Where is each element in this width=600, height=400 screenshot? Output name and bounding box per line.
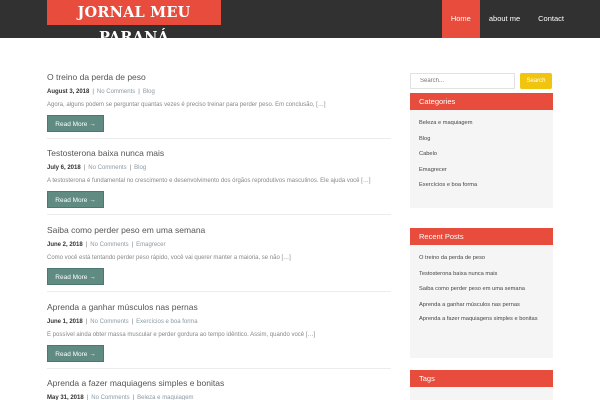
read-more-button[interactable]: Read More →	[47, 268, 104, 285]
post-comments-link[interactable]: No Comments	[90, 242, 129, 248]
post-title[interactable]: Aprenda a ganhar músculos nas pernas	[47, 302, 198, 312]
read-more-button[interactable]: Read More →	[47, 115, 104, 132]
post-category-link[interactable]: Beleza e maquiagem	[137, 395, 194, 400]
tags-widget	[410, 370, 553, 400]
post-excerpt: A testosterona é fundamental no crescimento e desenvolvimento dos órgãos reprodutivos masculinos. Ele ajuda você […]	[47, 178, 371, 184]
post-item	[47, 377, 391, 400]
site-logo[interactable]: JORNAL MEU PARANÁ	[47, 0, 221, 25]
site-header	[0, 0, 600, 46]
categories-widget	[410, 93, 553, 208]
meta-separator: |	[131, 319, 134, 325]
post-comments-link[interactable]: No Comments	[90, 319, 129, 325]
meta-separator: |	[138, 89, 140, 95]
read-more-button[interactable]: Read More →	[47, 191, 104, 208]
post-category-link[interactable]: Blog	[134, 165, 147, 171]
categories-list	[410, 110, 553, 194]
nav-about-me[interactable]: about me	[488, 14, 521, 23]
post-item	[47, 301, 391, 362]
meta-separator: |	[83, 165, 86, 171]
post-date: August 3, 2018	[47, 89, 90, 95]
recent-posts-list	[410, 245, 553, 333]
post-meta	[47, 394, 391, 400]
main-nav	[442, 0, 573, 38]
post-meta	[47, 241, 391, 249]
meta-separator: |	[86, 395, 89, 400]
nav-contact[interactable]: Contact	[538, 14, 564, 23]
post-meta	[47, 164, 391, 172]
category-link[interactable]: Blog	[419, 135, 431, 142]
post-comments-link[interactable]: No Comments	[88, 165, 127, 171]
post-category-link[interactable]: Emagrecer	[136, 242, 166, 248]
search-button[interactable]: Search	[520, 73, 552, 89]
post-divider	[47, 368, 391, 369]
post-item	[47, 147, 391, 208]
post-divider	[47, 138, 391, 139]
category-link[interactable]: Emagrecer	[419, 166, 447, 173]
post-item	[47, 224, 391, 285]
post-divider	[47, 214, 391, 215]
widget-title: Categories	[410, 93, 553, 110]
category-link[interactable]: Beleza e maquiagem	[419, 120, 473, 126]
meta-separator: |	[85, 319, 88, 325]
read-more-button[interactable]: Read More →	[47, 345, 104, 362]
post-date: May 31, 2018	[47, 395, 84, 400]
post-meta	[47, 318, 391, 326]
post-excerpt: É possível ainda obter massa muscular e perder gordura ao tempo idêntico. Assim, quando você […]	[47, 332, 316, 338]
post-category-link[interactable]: Blog	[142, 89, 155, 95]
post-excerpt: Agora, alguns podem se perguntar quantas vezes é preciso treinar para perder peso. Em conclusão, […]	[47, 102, 326, 108]
meta-separator: |	[132, 395, 135, 400]
recent-post-link[interactable]: Aprenda a fazer maquiagens simples e bonitas	[419, 316, 538, 322]
post-category-link[interactable]: Exercícios e boa forma	[136, 319, 198, 325]
category-link[interactable]: Cabelo	[419, 151, 438, 157]
post-title[interactable]: Saiba como perder peso em uma semana	[47, 225, 206, 235]
category-link[interactable]: Exercícios e boa forma	[419, 182, 478, 188]
recent-post-link[interactable]: Testosterona baixa nunca mais	[419, 270, 498, 277]
search-input[interactable]	[410, 73, 515, 89]
post-comments-link[interactable]: No Comments	[96, 89, 136, 95]
meta-separator: |	[85, 242, 88, 248]
post-divider	[47, 291, 391, 292]
post-title[interactable]: O treino da perda de peso	[47, 72, 146, 82]
recent-post-link[interactable]: Saiba como perder peso em uma semana	[419, 286, 525, 292]
meta-separator: |	[129, 165, 132, 171]
post-meta	[47, 88, 391, 96]
widget-title: Tags	[410, 370, 553, 387]
widget-title: Recent Posts	[410, 228, 553, 245]
post-title[interactable]: Aprenda a fazer maquiagens simples e bonitas	[47, 378, 225, 388]
post-comments-link[interactable]: No Comments	[91, 395, 130, 400]
post-excerpt: Como você está tentando perder peso rápido, você vai querer manter a maioria, se não […]	[47, 255, 291, 261]
post-title[interactable]: Testosterona baixa nunca mais	[47, 148, 165, 158]
post-date: June 1, 2018	[47, 319, 83, 325]
recent-posts-widget	[410, 228, 553, 358]
post-item	[47, 71, 391, 132]
recent-post-link[interactable]: Aprenda a ganhar músculos nas pernas	[419, 301, 520, 308]
post-date: July 6, 2018	[47, 165, 81, 171]
meta-separator: |	[131, 242, 134, 248]
post-date: June 2, 2018	[47, 242, 83, 248]
meta-separator: |	[92, 89, 94, 95]
recent-post-link[interactable]: O treino da perda de peso	[419, 255, 486, 261]
nav-home[interactable]: Home	[442, 0, 480, 38]
